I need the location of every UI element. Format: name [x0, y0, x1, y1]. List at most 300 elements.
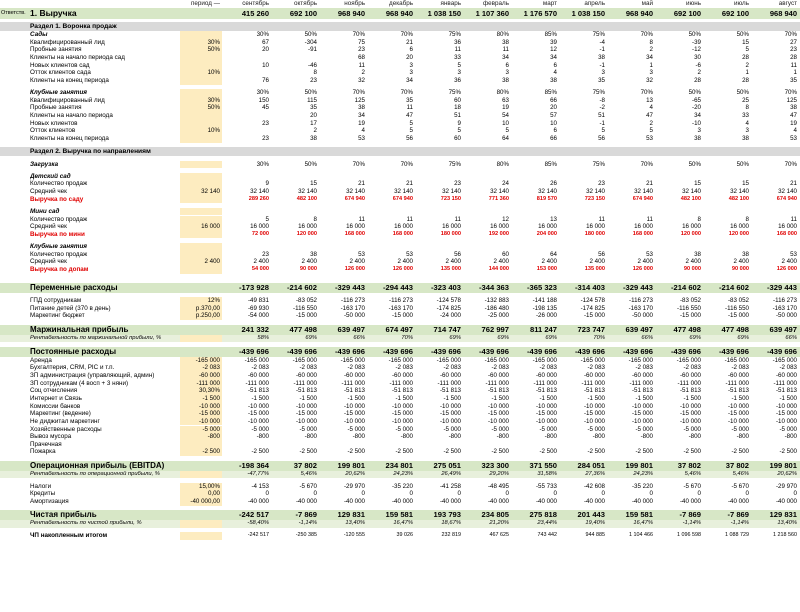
parameter-value[interactable]: -10 000: [199, 402, 220, 410]
value-cell: [608, 173, 653, 181]
value-cell: 24,23%: [633, 470, 653, 477]
value-cell: -186 480: [484, 304, 509, 312]
parameter-value[interactable]: [180, 471, 220, 479]
value-cell: -111 000: [341, 379, 365, 387]
value-cell: 135 000: [584, 265, 605, 272]
value-cell: 0: [361, 490, 365, 498]
summary-row: [0, 510, 800, 520]
parameter-value[interactable]: -10 000: [199, 417, 220, 425]
value-cell: 2 400: [253, 258, 269, 266]
value-cell: -439 696: [671, 346, 701, 356]
value-cell: 28: [790, 53, 797, 61]
value-cell: -41 258: [440, 482, 461, 490]
parameter-value[interactable]: 15,00%: [199, 482, 220, 490]
parameter-value[interactable]: [180, 161, 220, 169]
value-cell: 32: [358, 76, 365, 84]
value-cell: 19: [502, 104, 509, 112]
value-cell: -26 000: [536, 312, 557, 320]
value-cell: 39: [550, 38, 557, 46]
value-cell: -83 052: [728, 297, 749, 305]
parameter-value[interactable]: [180, 231, 220, 239]
value-cell: [272, 243, 317, 251]
value-cell: -10 000: [344, 402, 365, 410]
parameter-value[interactable]: -165 000: [195, 356, 220, 364]
parameter-value[interactable]: -1 500: [202, 394, 220, 402]
value-cell: 2 400: [493, 258, 509, 266]
table-row: [0, 471, 800, 479]
revenue-total: 415 260: [241, 9, 269, 18]
parameter-value[interactable]: [180, 251, 220, 259]
value-cell: -51 813: [344, 387, 365, 395]
value-cell: 75: [358, 38, 365, 46]
table-row: [0, 380, 800, 388]
value-cell: 30%: [256, 31, 269, 38]
row-label: Квалифицированный лид: [30, 38, 105, 46]
value-cell: 32 140: [490, 188, 509, 196]
parameter-value[interactable]: -40 000,00: [190, 498, 220, 506]
parameter-value[interactable]: [180, 112, 220, 120]
parameter-value[interactable]: р.250,00: [195, 312, 220, 320]
value-cell: 70%: [784, 160, 797, 168]
revenue-total: 968 940: [385, 9, 413, 18]
value-cell: -800: [304, 433, 317, 441]
value-cell: -15 000: [392, 410, 413, 418]
month-header: июль: [733, 0, 749, 7]
value-cell: 4: [553, 69, 557, 77]
table-row: [0, 180, 800, 188]
value-cell: [320, 208, 365, 216]
value-cell: -51 813: [488, 387, 509, 395]
value-cell: [704, 173, 749, 181]
parameter-value[interactable]: 30%: [207, 38, 220, 46]
value-cell: -2 083: [347, 364, 365, 372]
parameter-value[interactable]: 30,30%: [199, 387, 220, 395]
table-row: [0, 243, 800, 251]
value-cell: 53: [646, 250, 653, 258]
value-cell: 85%: [544, 160, 557, 168]
value-cell: -165 000: [580, 356, 605, 364]
parameter-value[interactable]: [180, 180, 220, 188]
parameter-value[interactable]: 50%: [207, 46, 220, 54]
value-cell: -5 000: [299, 425, 317, 433]
value-cell: 1 218 560: [773, 532, 797, 539]
table-row: [0, 112, 800, 120]
parameter-value[interactable]: [180, 347, 220, 357]
value-cell: 5: [745, 46, 749, 54]
value-cell: 762 997: [481, 324, 509, 334]
value-cell: -439 696: [575, 346, 605, 356]
value-cell: 13,40%: [345, 520, 365, 527]
value-cell: 38: [598, 53, 605, 61]
value-cell: 69%: [737, 334, 749, 341]
parameter-value[interactable]: [180, 135, 220, 143]
parameter-value[interactable]: [180, 283, 220, 293]
parameter-value[interactable]: [180, 441, 220, 449]
value-cell: -800: [592, 433, 605, 441]
row-label: Рентабельность по чистой прибыли, %: [30, 520, 142, 527]
parameter-value[interactable]: -800: [207, 433, 220, 441]
parameter-value[interactable]: [180, 120, 220, 128]
value-cell: [704, 441, 749, 449]
value-cell: 37 802: [725, 460, 749, 470]
value-cell: 28: [742, 76, 749, 84]
value-cell: -242 517: [247, 532, 269, 539]
table-row: [0, 483, 800, 491]
value-cell: 16 000: [778, 223, 797, 231]
value-cell: 2 400: [685, 258, 701, 266]
value-cell: [512, 173, 557, 181]
value-cell: 199 801: [769, 460, 797, 470]
value-cell: -163 170: [388, 304, 413, 312]
value-cell: -15 000: [488, 410, 509, 418]
value-cell: 4: [361, 127, 365, 135]
value-cell: [464, 441, 509, 449]
value-cell: -60 000: [776, 371, 797, 379]
parameter-value[interactable]: [180, 520, 220, 528]
parameter-value[interactable]: 10%: [207, 127, 220, 135]
value-cell: -111 000: [245, 379, 269, 387]
value-cell: -116 550: [677, 304, 701, 312]
parameter-value[interactable]: 12%: [207, 297, 220, 305]
value-cell: [608, 243, 653, 251]
value-cell: 70%: [352, 89, 365, 97]
value-cell: 58%: [257, 334, 269, 341]
value-cell: 70%: [352, 31, 365, 38]
parameter-value[interactable]: [180, 325, 220, 335]
value-cell: -4: [599, 38, 605, 46]
parameter-value[interactable]: -2 083: [202, 364, 220, 372]
value-cell: 32 140: [586, 188, 605, 196]
row-label: Хозяйственные расходы: [30, 425, 102, 433]
parameter-value[interactable]: [180, 89, 220, 97]
value-cell: [512, 441, 557, 449]
value-cell: 0: [697, 490, 701, 498]
value-cell: 15: [742, 38, 749, 46]
revenue-total: 692 100: [673, 9, 701, 18]
value-cell: -439 696: [335, 346, 365, 356]
value-cell: [704, 243, 749, 251]
value-cell: -40 000: [536, 498, 557, 506]
value-cell: [320, 441, 365, 449]
value-cell: 90 000: [731, 265, 749, 272]
month-header: март: [542, 0, 557, 7]
parameter-value[interactable]: 0,00: [207, 490, 220, 498]
parameter-value[interactable]: [180, 532, 220, 540]
value-cell: 69%: [689, 334, 701, 341]
value-cell: 5: [601, 127, 605, 135]
value-cell: 1: [745, 69, 749, 77]
value-cell: -120 555: [343, 532, 365, 539]
value-cell: -29 970: [776, 482, 797, 490]
parameter-value[interactable]: 10%: [207, 69, 220, 77]
value-cell: 723 150: [584, 195, 605, 202]
value-cell: -165 000: [436, 356, 461, 364]
value-cell: [224, 243, 269, 251]
value-cell: 31,58%: [537, 470, 557, 477]
parameter-value[interactable]: [180, 31, 220, 39]
value-cell: 2 400: [733, 258, 749, 266]
value-cell: -344 363: [479, 282, 509, 292]
value-cell: 15: [742, 180, 749, 188]
row-label: Операционная прибыль (EBITDA): [30, 460, 165, 470]
value-cell: -439 696: [719, 346, 749, 356]
value-cell: -2 083: [683, 364, 701, 372]
value-cell: -2 500: [251, 448, 269, 456]
parameter-value[interactable]: -2 500: [202, 448, 220, 456]
value-cell: 5: [265, 215, 269, 223]
value-cell: [704, 208, 749, 216]
parameter-value[interactable]: -5 000: [202, 425, 220, 433]
row-label: Пожарка: [30, 448, 56, 456]
row-label: Рентабельность по операционной прибыли, %: [30, 470, 160, 477]
value-cell: 21: [358, 180, 365, 188]
value-cell: 0: [793, 490, 797, 498]
parameter-value[interactable]: 16 000: [201, 223, 220, 231]
row-label: Комиссии банков: [30, 402, 81, 410]
value-cell: 24,23%: [393, 470, 413, 477]
month-header: октябрь: [293, 0, 317, 7]
value-cell: 20: [406, 53, 413, 61]
value-cell: 12: [550, 46, 557, 54]
value-cell: 75%: [448, 31, 461, 38]
value-cell: 4: [793, 127, 797, 135]
parameter-value[interactable]: 32 140: [201, 188, 220, 196]
value-cell: -111 000: [533, 379, 557, 387]
value-cell: -65: [692, 96, 701, 104]
value-cell: 56: [598, 134, 605, 142]
value-cell: 63: [502, 96, 509, 104]
value-cell: -60 000: [584, 371, 605, 379]
value-cell: -1 500: [731, 394, 749, 402]
table-row: [0, 520, 800, 528]
value-cell: 0: [745, 490, 749, 498]
value-cell: 70%: [400, 160, 413, 168]
value-cell: -10 000: [536, 417, 557, 425]
value-cell: 2 400: [397, 258, 413, 266]
value-cell: 2 400: [637, 258, 653, 266]
value-cell: 70%: [784, 31, 797, 38]
responsible-label: Ответств.: [1, 10, 26, 16]
value-cell: -6: [695, 61, 701, 69]
parameter-value[interactable]: 2 400: [204, 258, 220, 266]
parameter-value[interactable]: [180, 461, 220, 471]
row-label: Постоянные расходы: [30, 346, 117, 356]
value-cell: -294 443: [383, 282, 413, 292]
value-cell: 115: [307, 96, 317, 104]
parameter-value[interactable]: [180, 173, 220, 181]
period-label: период —: [190, 0, 220, 7]
value-cell: 482 100: [728, 195, 749, 202]
row-label: Налоги: [30, 482, 52, 490]
value-cell: -15 000: [440, 410, 461, 418]
parameter-value[interactable]: 30%: [207, 96, 220, 104]
value-cell: -10 000: [248, 402, 269, 410]
parameter-value[interactable]: [180, 335, 220, 343]
value-cell: 13: [646, 96, 653, 104]
value-cell: 38: [310, 134, 317, 142]
value-cell: 129 831: [769, 510, 797, 520]
value-cell: 66%: [353, 334, 365, 341]
value-cell: -111 000: [725, 379, 749, 387]
parameter-value[interactable]: [180, 266, 220, 274]
value-cell: 144 000: [488, 265, 509, 272]
parameter-value[interactable]: -15 000: [199, 410, 220, 418]
value-cell: 32 140: [778, 188, 797, 196]
value-cell: 5,46%: [684, 470, 701, 477]
value-cell: -5 670: [299, 482, 317, 490]
value-cell: -250 385: [295, 532, 317, 539]
value-cell: 23: [598, 180, 605, 188]
parameter-value[interactable]: [180, 54, 220, 62]
value-cell: -111 000: [485, 379, 509, 387]
value-cell: [464, 208, 509, 216]
value-cell: -51 813: [440, 387, 461, 395]
value-cell: 80%: [496, 89, 509, 97]
parameter-value[interactable]: [180, 62, 220, 70]
table-row: [0, 188, 800, 196]
table-row: [0, 490, 800, 498]
value-cell: 70%: [352, 160, 365, 168]
value-cell: [464, 243, 509, 251]
value-cell: 32 140: [682, 188, 701, 196]
value-cell: -2 083: [731, 364, 749, 372]
value-cell: 75%: [592, 31, 605, 38]
value-cell: -1,14%: [298, 520, 317, 527]
value-cell: 125: [354, 96, 365, 104]
value-cell: -15 000: [680, 410, 701, 418]
value-cell: -60 000: [488, 371, 509, 379]
value-cell: -10 000: [632, 402, 653, 410]
value-cell: -35 220: [632, 482, 653, 490]
value-cell: -1 500: [251, 394, 269, 402]
revenue-total: 968 940: [625, 9, 653, 18]
value-cell: -165 000: [340, 356, 365, 364]
value-cell: -60 000: [680, 371, 701, 379]
parameter-value[interactable]: [180, 216, 220, 224]
parameter-value[interactable]: 50%: [207, 104, 220, 112]
parameter-value[interactable]: [180, 208, 220, 216]
value-cell: -10 000: [488, 402, 509, 410]
value-cell: -50 000: [776, 312, 797, 320]
value-cell: 371 550: [529, 460, 557, 470]
parameter-value[interactable]: -60 000: [199, 371, 220, 379]
value-cell: 60: [502, 250, 509, 258]
value-cell: 66: [550, 134, 557, 142]
value-cell: 36: [454, 38, 461, 46]
value-cell: -10 000: [440, 417, 461, 425]
value-cell: 11: [454, 215, 461, 223]
table-row: [0, 77, 800, 85]
value-cell: -165 000: [772, 356, 797, 364]
revenue-total: 1 038 150: [571, 9, 605, 18]
value-cell: 5: [649, 127, 653, 135]
value-cell: 2: [361, 69, 365, 77]
value-cell: 32 140: [346, 188, 365, 196]
parameter-value[interactable]: [180, 196, 220, 204]
value-cell: 60: [454, 134, 461, 142]
value-cell: 27: [790, 38, 797, 46]
parameter-value[interactable]: р.370,00: [195, 304, 220, 312]
value-cell: 13,40%: [777, 520, 797, 527]
value-cell: 27,36%: [585, 470, 605, 477]
value-cell: -5 000: [491, 425, 509, 433]
value-cell: 10: [550, 119, 557, 127]
value-cell: 5: [505, 127, 509, 135]
value-cell: -5 000: [683, 425, 701, 433]
value-cell: 168 000: [344, 230, 365, 237]
table-row: [0, 69, 800, 77]
value-cell: -439 696: [767, 346, 797, 356]
value-cell: 35: [598, 76, 605, 84]
value-cell: -124 578: [436, 297, 461, 305]
value-cell: [464, 173, 509, 181]
value-cell: 32 140: [442, 188, 461, 196]
value-cell: -323 403: [431, 282, 461, 292]
value-cell: [608, 441, 653, 449]
value-cell: -2 500: [779, 448, 797, 456]
value-cell: -40 000: [296, 498, 317, 506]
value-cell: 201 443: [577, 510, 605, 520]
value-cell: -116 273: [629, 297, 653, 305]
value-cell: -50 000: [632, 312, 653, 320]
value-cell: -111 000: [773, 379, 797, 387]
row-label: Клиенты на начало периода сад: [30, 53, 125, 61]
value-cell: -51 813: [392, 387, 413, 395]
row-label: ЧП накопленным итогом: [30, 532, 108, 540]
value-cell: -1,14%: [682, 520, 701, 527]
value-cell: -165 000: [484, 356, 509, 364]
value-cell: 6: [553, 61, 557, 69]
value-cell: 126 000: [776, 265, 797, 272]
value-cell: -132 883: [484, 297, 509, 305]
revenue-total: 1 107 360: [475, 9, 509, 18]
value-cell: -1 500: [443, 394, 461, 402]
value-cell: 85%: [544, 89, 557, 97]
value-cell: 51: [598, 112, 605, 119]
table-row: [0, 161, 800, 169]
value-cell: -800: [496, 433, 509, 441]
parameter-value[interactable]: [180, 510, 220, 520]
parameter-value[interactable]: -111 000: [196, 379, 220, 387]
table-row: [0, 448, 800, 456]
value-cell: 723 747: [577, 324, 605, 334]
row-label: Выручка по допам: [30, 265, 89, 273]
value-cell: 18: [454, 104, 461, 112]
value-cell: -35 220: [392, 482, 413, 490]
table-row: [0, 31, 800, 39]
value-cell: [656, 243, 701, 251]
value-cell: 9: [265, 180, 269, 188]
value-cell: 8: [313, 69, 317, 77]
value-cell: 53: [790, 250, 797, 258]
parameter-value[interactable]: [180, 77, 220, 85]
value-cell: [608, 208, 653, 216]
table-row: [0, 335, 800, 343]
summary-row: [0, 325, 800, 335]
value-cell: [752, 441, 797, 449]
value-cell: 21: [406, 180, 413, 188]
parameter-value[interactable]: [180, 243, 220, 251]
value-cell: -2 500: [539, 448, 557, 456]
value-cell: 10: [502, 119, 509, 127]
table-row: [0, 89, 800, 97]
value-cell: -10: [692, 119, 701, 127]
value-cell: 20,62%: [777, 470, 797, 477]
section-header: [0, 22, 800, 31]
value-cell: -1 500: [491, 394, 509, 402]
row-label: Питание детей (370 в день): [30, 304, 111, 312]
value-cell: -40 000: [488, 498, 509, 506]
